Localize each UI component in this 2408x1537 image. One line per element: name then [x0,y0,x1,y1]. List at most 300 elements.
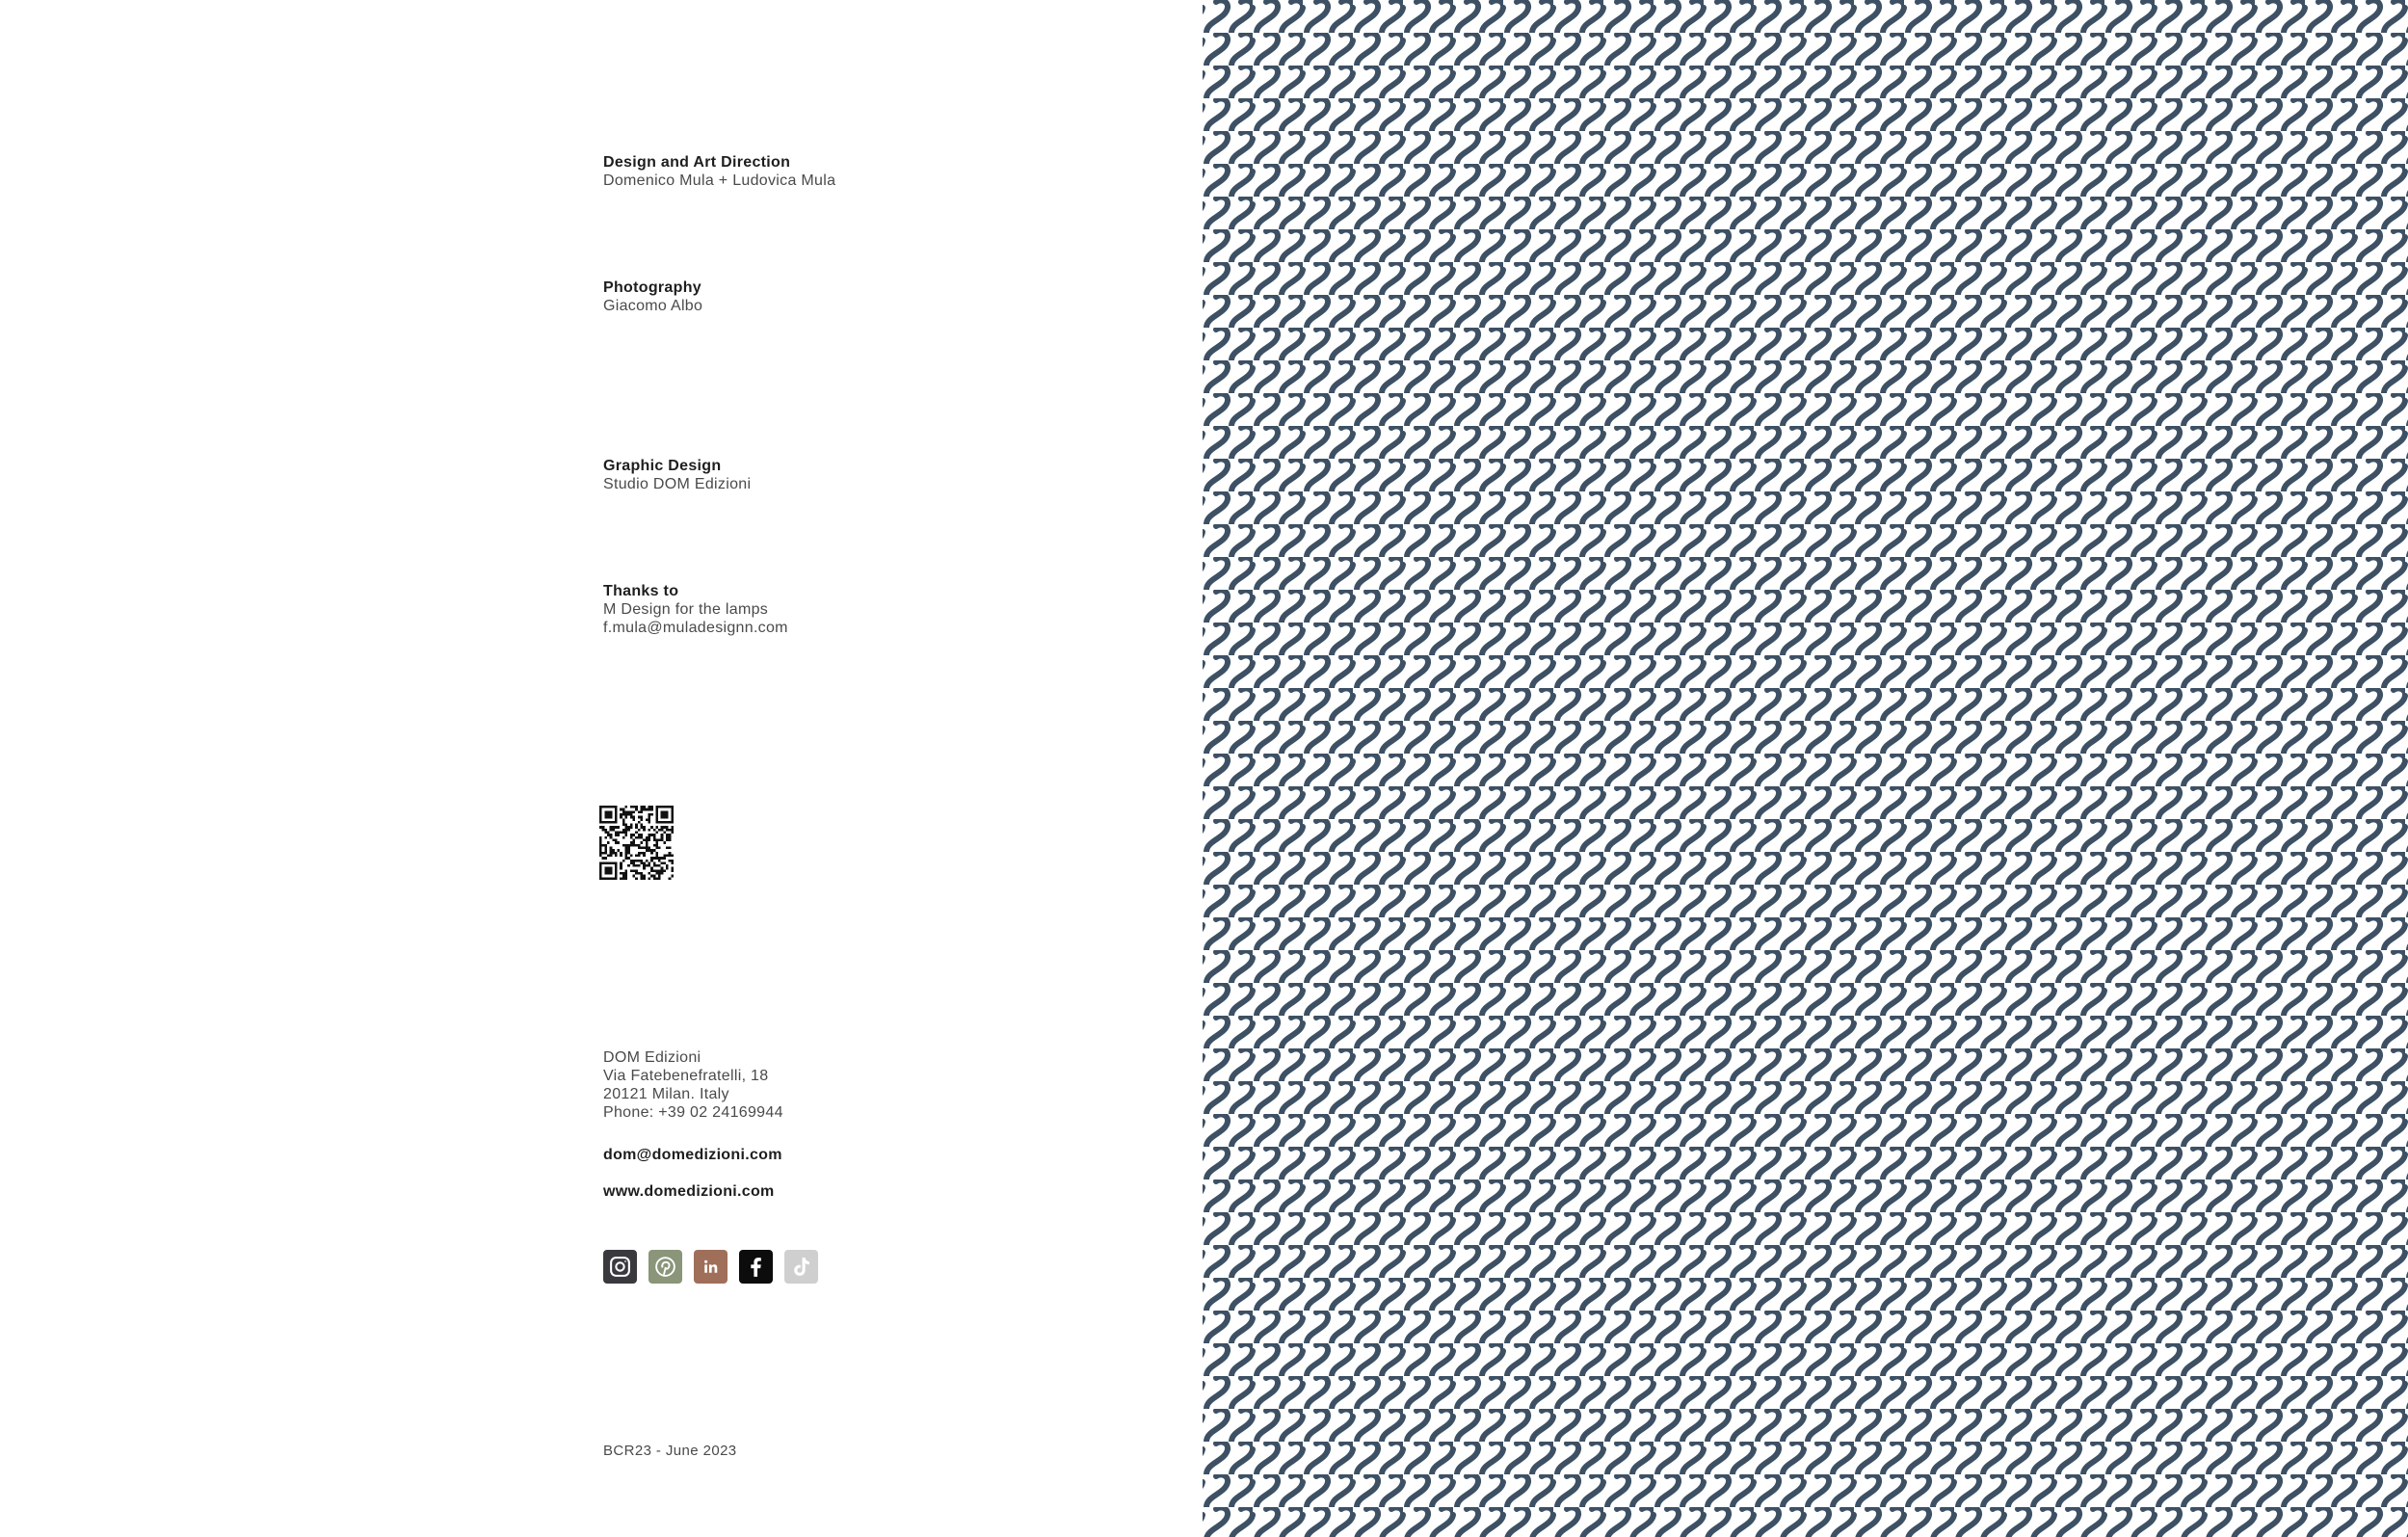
qr-module [599,861,602,864]
qr-module [666,846,669,849]
qr-module [602,826,605,829]
qr-module [610,877,613,880]
qr-module [635,869,638,872]
qr-module [610,821,613,824]
qr-module [615,826,618,829]
pinterest-icon[interactable] [648,1250,682,1284]
qr-module [658,846,661,849]
qr-module [618,849,621,852]
qr-module [666,813,669,816]
qr-module [638,846,641,849]
qr-module [640,852,643,855]
qr-module [630,816,633,819]
qr-module [612,829,615,832]
qr-module [655,877,658,880]
qr-module [661,821,664,824]
qr-module [635,806,638,808]
qr-module [625,844,628,847]
qr-module [610,836,613,839]
qr-module [607,816,610,819]
qr-module [612,849,615,852]
qr-module [648,872,650,875]
qr-module [610,861,613,864]
qr-module [599,816,602,819]
qr-module [604,836,607,839]
credit-thanks-to [603,582,788,637]
qr-module [610,872,613,875]
qr-module [612,852,615,855]
qr-module [615,834,618,836]
qr-module [625,846,628,849]
qr-module [615,841,618,844]
qr-module [622,808,625,811]
qr-module [666,816,669,819]
qr-module [650,813,653,816]
qr-module [643,877,646,880]
qr-module [655,806,658,808]
qr-module [669,839,672,842]
credit-design-art-direction [603,153,835,190]
qr-module [661,826,664,829]
qr-module [666,806,669,808]
qr-module [612,821,615,824]
qr-module [599,854,602,857]
qr-module [643,826,646,829]
qr-module [615,867,618,870]
qr-module [618,826,621,829]
email-link[interactable]: dom@domedizioni.com [603,1147,782,1163]
qr-module [620,832,622,835]
qr-module [635,836,638,839]
qr-module [633,834,636,836]
qr-module [622,810,625,813]
qr-module [653,864,656,867]
qr-module [610,829,613,832]
qr-module [658,829,661,832]
qr-module [610,806,613,808]
qr-module [663,810,666,813]
qr-module [633,839,636,842]
qr-module [635,824,638,827]
linkedin-icon[interactable] [694,1250,728,1284]
qr-module [602,844,605,847]
qr-module [625,810,628,813]
qr-module [650,860,653,862]
qr-module [653,877,656,880]
qr-module [622,872,625,875]
qr-module [625,872,628,875]
qr-module [633,860,636,862]
qr-module [640,816,643,819]
qr-module [607,872,610,875]
qr-module [599,841,602,844]
publisher-address [603,1048,783,1122]
qr-module [620,816,622,819]
qr-module [610,846,613,849]
qr-module [655,826,658,829]
qr-module [650,834,653,836]
qr-module [663,854,666,857]
qr-module [615,816,618,819]
qr-module [612,839,615,842]
qr-module [604,872,607,875]
qr-module [635,877,638,880]
qr-module [633,844,636,847]
qr-module [661,857,664,860]
qr-module [653,857,656,860]
qr-module [658,864,661,867]
qr-module [599,864,602,867]
qr-module [658,869,661,872]
qr-module [612,826,615,829]
instagram-icon[interactable] [603,1250,637,1284]
qr-module [607,813,610,816]
qr-module [661,867,664,870]
qr-module [671,832,674,835]
qr-module [635,808,638,811]
qr-module [655,854,658,857]
qr-module [620,867,622,870]
qr-module [666,864,669,867]
qr-module [640,860,643,862]
qr-module [612,861,615,864]
qr-module [604,877,607,880]
qr-module [625,869,628,872]
qr-module [666,826,669,829]
qr-module [610,813,613,816]
qr-module [646,846,648,849]
qr-module [648,839,650,842]
qr-module [599,839,602,842]
qr-module [640,861,643,864]
qr-module [638,816,641,819]
left-page [0,0,1203,1537]
qr-module [604,869,607,872]
credit-line: Giacomo Albo [603,298,703,314]
qr-module [610,826,613,829]
qr-module [650,808,653,811]
qr-module [612,806,615,808]
qr-module [618,841,621,844]
qr-module [630,841,633,844]
qr-module [625,816,628,819]
qr-module [630,844,633,847]
qr-module [666,867,669,870]
qr-module [666,834,669,836]
qr-module [646,808,648,811]
qr-module [625,813,628,816]
qr-module [638,844,641,847]
qr-module [615,852,618,855]
publisher-street: Via Fatebenefratelli, 18 [603,1068,769,1084]
social-links [603,1250,818,1284]
qr-module [653,829,656,832]
qr-module [622,844,625,847]
qr-module [622,875,625,878]
qr-module [630,861,633,864]
qr-module [650,857,653,860]
qr-module [661,872,664,875]
credit-photography [603,278,702,315]
qr-module [643,861,646,864]
qr-module [663,806,666,808]
qr-module [671,818,674,821]
qr-module [607,877,610,880]
qr-module [646,839,648,842]
qr-module [627,844,630,847]
qr-module [669,821,672,824]
qr-module [622,813,625,816]
qr-module [627,810,630,813]
qr-module [671,829,674,832]
qr-module [655,818,658,821]
qr-module [640,810,643,813]
qr-module [669,852,672,855]
qr-module [622,829,625,832]
qr-module [671,875,674,878]
qr-module [643,854,646,857]
qr-module [646,841,648,844]
qr-module [615,877,618,880]
qr-module [630,826,633,829]
qr-module [650,849,653,852]
publisher-city: 20121 Milan. Italy [603,1086,729,1102]
qr-module [607,841,610,844]
qr-module [655,846,658,849]
qr-module [653,861,656,864]
qr-module [607,861,610,864]
qr-module [650,875,653,878]
qr-module [640,806,643,808]
qr-module [663,861,666,864]
qr-module [648,861,650,864]
qr-module [599,836,602,839]
qr-module [610,849,613,852]
qr-module [615,810,618,813]
qr-module [633,864,636,867]
qr-module [625,875,628,878]
qr-module [650,867,653,870]
qr-module [658,806,661,808]
qr-module [604,852,607,855]
tiktok-icon[interactable] [784,1250,818,1284]
footer-code: BCR23 - June 2023 [603,1443,737,1459]
qr-module [627,852,630,855]
qr-module [669,806,672,808]
qr-module [658,877,661,880]
credit-line: Domenico Mula + Ludovica Mula [603,172,836,189]
qr-module [620,813,622,816]
qr-module [630,824,633,827]
qr-module [646,844,648,847]
qr-module [640,875,643,878]
qr-module [640,818,643,821]
qr-module [648,813,650,816]
qr-module [627,864,630,867]
qr-module [661,861,664,864]
qr-module [655,869,658,872]
qr-module [650,852,653,855]
qr-module [607,854,610,857]
qr-module [627,826,630,829]
qr-module [599,877,602,880]
qr-module [666,810,669,813]
qr-module [599,826,602,829]
qr-module [663,821,666,824]
qr-module [604,810,607,813]
qr-module [620,852,622,855]
qr-module [646,860,648,862]
qr-module [671,813,674,816]
qr-module [655,810,658,813]
qr-module [633,869,636,872]
qr-module [615,821,618,824]
qr-module [627,829,630,832]
qr-module [638,872,641,875]
qr-module [610,867,613,870]
qr-module [620,872,622,875]
qr-module [653,839,656,842]
qr-module [625,834,628,836]
qr-module [625,829,628,832]
qr-module [671,860,674,862]
qr-module [661,810,664,813]
website-link[interactable]: www.domedizioni.com [603,1183,775,1200]
qr-module [635,860,638,862]
qr-module [663,826,666,829]
credit-heading: Photography [603,279,701,296]
qr-module [638,836,641,839]
qr-module [599,869,602,872]
qr-module [604,821,607,824]
qr-module [612,877,615,880]
qr-module [671,810,674,813]
credit-graphic-design [603,457,751,493]
qr-module [663,857,666,860]
qr-module [638,860,641,862]
qr-module [646,836,648,839]
qr-module [666,854,669,857]
qr-module [615,869,618,872]
qr-module [604,857,607,860]
qr-module [655,821,658,824]
qr-module [638,864,641,867]
qr-module [658,821,661,824]
qr-module [653,869,656,872]
qr-module [607,810,610,813]
qr-module [658,857,661,860]
qr-module [658,872,661,875]
qr-module [615,872,618,875]
qr-module [661,806,664,808]
qr-code[interactable] [599,806,674,880]
qr-module [640,834,643,836]
qr-module [643,829,646,832]
qr-module [648,834,650,836]
qr-module [604,816,607,819]
qr-module [643,846,646,849]
qr-module [602,877,605,880]
qr-module [615,861,618,864]
qr-module [615,832,618,835]
qr-module [615,813,618,816]
qr-module [661,829,664,832]
qr-module [640,841,643,844]
qr-module [663,832,666,835]
qr-module [599,875,602,878]
qr-module [669,834,672,836]
qr-module [622,877,625,880]
qr-module [671,869,674,872]
credit-email: f.mula@muladesignn.com [603,620,788,636]
qr-module [655,839,658,842]
qr-module [663,813,666,816]
qr-module [646,818,648,821]
qr-module [610,810,613,813]
qr-module [653,836,656,839]
qr-module [635,844,638,847]
qr-module [669,846,672,849]
qr-module [620,854,622,857]
qr-module [671,861,674,864]
qr-module [671,867,674,870]
qr-module [625,852,628,855]
qr-module [669,836,672,839]
qr-module [666,836,669,839]
qr-module [633,875,636,878]
qr-module [602,857,605,860]
qr-module [633,861,636,864]
qr-module [622,818,625,821]
qr-module [655,832,658,835]
qr-module [602,861,605,864]
qr-module [604,806,607,808]
facebook-icon[interactable] [739,1250,773,1284]
qr-module [658,875,661,878]
qr-module [638,810,641,813]
qr-module [599,821,602,824]
qr-module [648,821,650,824]
qr-module [625,826,628,829]
qr-module [607,834,610,836]
qr-module [640,808,643,811]
qr-module [669,829,672,832]
qr-module [599,813,602,816]
qr-module [663,841,666,844]
qr-module [604,867,607,870]
qr-module [635,826,638,829]
qr-module [599,872,602,875]
qr-module [635,864,638,867]
qr-module [630,810,633,813]
qr-module [630,860,633,862]
qr-module [655,864,658,867]
qr-module [640,836,643,839]
qr-module [625,877,628,880]
qr-module [599,849,602,852]
qr-module [671,808,674,811]
qr-module [599,846,602,849]
qr-module [599,844,602,847]
qr-module [648,864,650,867]
qr-module [604,844,607,847]
qr-module [643,867,646,870]
qr-module [671,816,674,819]
qr-module [604,846,607,849]
qr-module [648,816,650,819]
right-page-pattern [1203,0,2408,1537]
qr-module [671,854,674,857]
